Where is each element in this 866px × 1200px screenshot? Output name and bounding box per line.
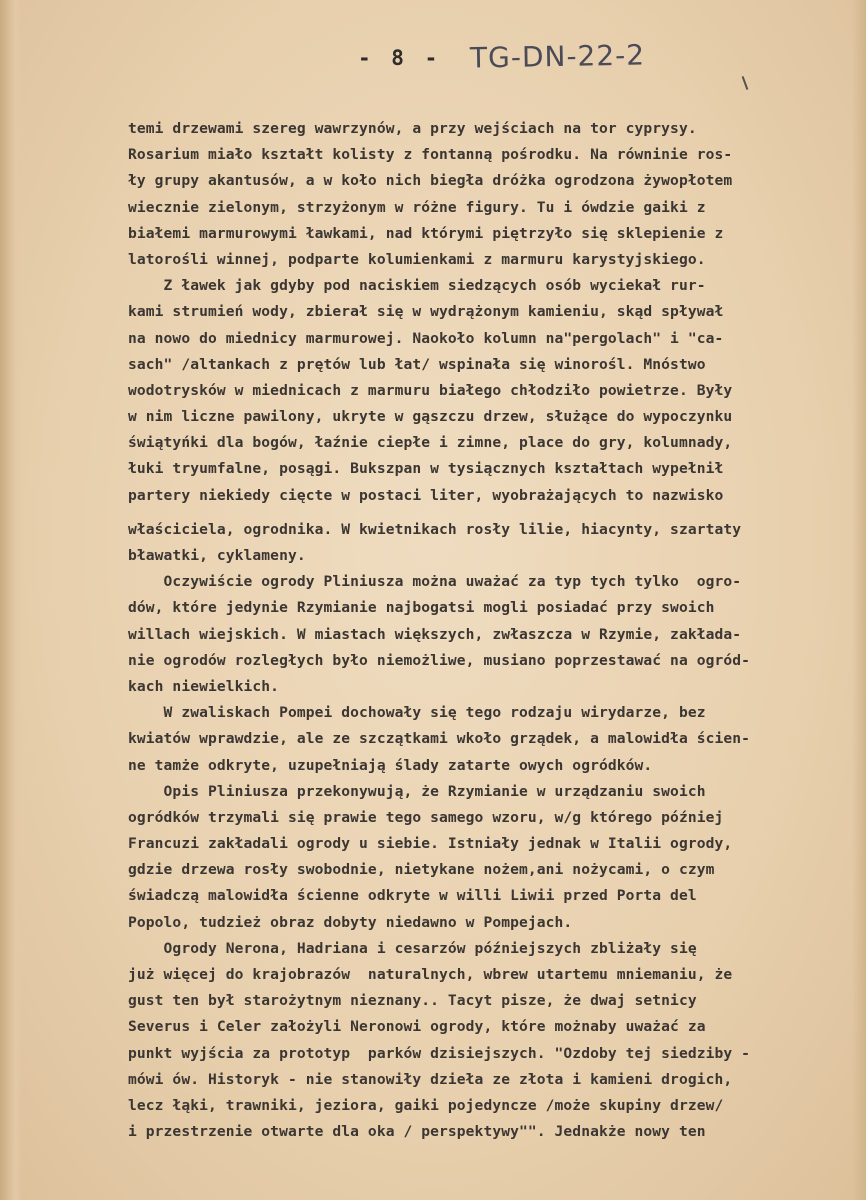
text-line: partery niekiedy cięcte w postaci liter, wyobrażających to nazwisko [128, 486, 724, 504]
text-line: Severus i Celer założyli Neronowi ogrody, które możnaby uważać za [128, 1018, 706, 1036]
text-line: ogródków trzymali się prawie tego samego wzoru, w/g którego później [128, 808, 724, 826]
text-line: bławatki, cyklameny. [128, 547, 306, 564]
text-line: gust ten był starożytnym nieznany.. Tacyt pisze, że dwaj setnicy [128, 992, 697, 1010]
text-line: Opis Pliniusza przekonywują, że Rzymianie w urządzaniu swoich [128, 782, 706, 800]
text-line: kach niewielkich. [128, 677, 280, 695]
text-line: białemi marmurowymi ławkami, nad którymi piętrzyło się sklepienie z [128, 224, 724, 242]
text-line: ły grupy akantusów, a w koło nich biegła dróżka ogrodzona żywopłotem [128, 172, 733, 190]
text-line: i przestrzenie otwarte dla oka / perspektywy"". Jednakże nowy ten [128, 1123, 706, 1141]
text-line: Ogrody Nerona, Hadriana i cesarzów późniejszych zbliżały się [128, 939, 697, 957]
typewritten-body-text [128, 116, 848, 1145]
text-line: kami strumień wody, zbierał się w wydrążonym kamieniu, skąd spływał [128, 303, 724, 321]
text-line: wiecznie zielonym, strzyżonym w różne figury. Tu i ówdzie gaiki z [128, 198, 706, 216]
text-line: w nim liczne pawilony, ukryte w gąszczu drzew, służące do wypoczynku [128, 408, 733, 426]
page-number: - 8 - [358, 46, 442, 70]
text-line: gdzie drzewa rosły swobodnie, nietykane nożem,ani nożycami, o czym [128, 861, 715, 879]
page-header [0, 40, 866, 80]
text-line: Z ławek jak gdyby pod naciskiem siedzących osób wyciekał rur- [128, 277, 706, 295]
text-line: mówi ów. Historyk - nie stanowiły dzieła ze złota i kamieni drogich, [128, 1070, 733, 1088]
text-line: świątyńki dla bogów, łaźnie ciepłe i zimne, place do gry, kolumnady, [128, 434, 733, 452]
text-line: sach" /altankach z prętów lub łat/ wspinała się winorośl. Mnóstwo [128, 355, 706, 373]
text-line: właściciela, ogrodnika. W kwietnikach rosły lilie, hiacynty, szartaty [128, 520, 742, 538]
text-line: Popolo, tudzież obraz dobyty niedawno w Pompejach. [128, 913, 573, 931]
handwritten-document-code: TG-DN-22-2 [469, 38, 646, 75]
text-line: wodotrysków w miednicach z marmuru białego chłodziło powietrze. Były [128, 381, 733, 399]
text-line: łuki tryumfalne, posągi. Bukszpan w tysiącznych kształtach wypełnił [128, 460, 724, 478]
text-line: punkt wyjścia za prototyp parków dzisiejszych. "Ozdoby tej siedziby - [128, 1044, 751, 1062]
text-line: willach wiejskich. W miastach większych, zwłaszcza w Rzymie, zakłada- [128, 625, 742, 643]
text-line: już więcej do krajobrazów naturalnych, wbrew utartemu mniemaniu, że [128, 966, 733, 983]
text-line: na nowo do miednicy marmurowej. Naokoło kolumn na"pergolach" i "ca- [128, 329, 724, 347]
text-line: Rosarium miało kształt kolisty z fontanną pośrodku. Na równinie ros- [128, 146, 733, 164]
page-right-edge-shadow [852, 0, 866, 1200]
text-line: Francuzi zakładali ogrody u siebie. Istniały jednak w Italii ogrody, [128, 835, 733, 853]
text-line: W zwaliskach Pompei dochowały się tego rodzaju wirydarze, bez [128, 704, 706, 722]
text-line: Oczywiście ogrody Pliniusza można uważać za typ tych tylko ogro- [128, 573, 742, 591]
text-line: temi drzewami szereg wawrzynów, a przy wejściach na tor cyprysy. [128, 120, 697, 137]
text-line: latorośli winnej, podparte kolumienkami z marmuru karystyjskiego. [128, 250, 706, 268]
text-line: świadczą malowidła ścienne odkryte w willi Liwii przed Porta del [128, 887, 697, 905]
text-line: nie ogrodów rozległych było niemożliwe, musiano poprzestawać na ogród- [128, 651, 751, 669]
text-line: kwiatów wprawdzie, ale ze szczątkami wkoło grządek, a malowidła ścien- [128, 730, 751, 748]
text-line: dów, które jedynie Rzymianie najbogatsi mogli posiadać przy swoich [128, 599, 715, 617]
page-left-edge-shadow [0, 0, 22, 1200]
text-line: lecz łąki, trawniki, jeziora, gaiki pojedyncze /może skupiny drzew/ [128, 1096, 724, 1114]
text-line: ne tamże odkryte, uzupełniają ślady zatarte owych ogródków. [128, 756, 653, 774]
